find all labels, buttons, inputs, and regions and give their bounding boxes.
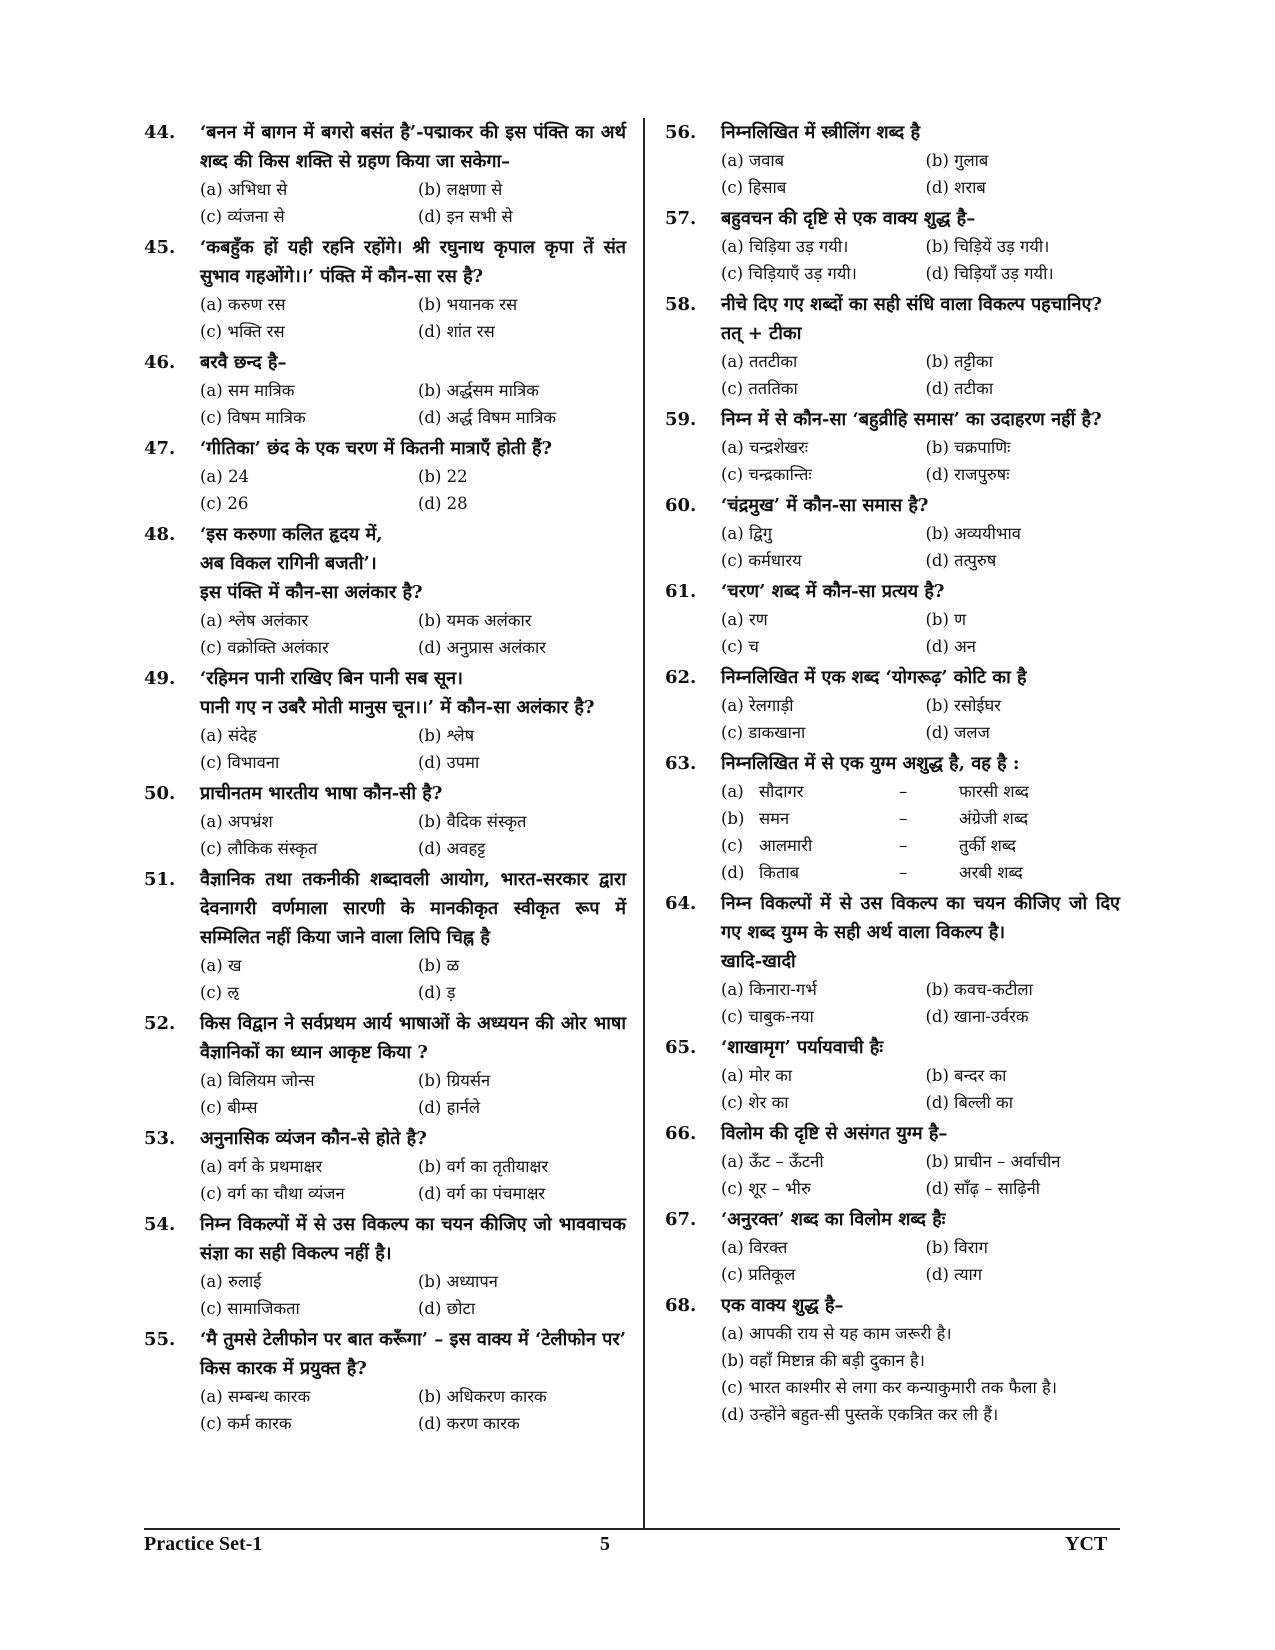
question-line: इस पंक्ति में कौन-सा अलंकार है? (200, 582, 423, 603)
option: (c) चिड़ियाएँ उड़ गयी। (721, 264, 857, 283)
question-number: 46. (144, 352, 176, 373)
question-text (721, 405, 1120, 434)
question-item (665, 1119, 1120, 1202)
option: (c) चन्द्रकान्तिः (721, 465, 812, 484)
footer-set-label: Practice Set-1 (144, 1533, 263, 1555)
option: (d) ड़ (418, 983, 456, 1002)
option: (d) तटीका (925, 379, 994, 398)
options-list (721, 1320, 1120, 1428)
question-text (200, 1210, 626, 1268)
question-text (721, 491, 1120, 520)
option: (a) आपकी राय से यह काम जरूरी है। (721, 1324, 952, 1343)
option: (c) वर्ग का चौथा व्यंजन (200, 1184, 345, 1203)
options-grid (721, 1148, 1120, 1202)
option: (a) अभिधा से (200, 180, 288, 199)
pair-word: समन (759, 809, 790, 828)
question-line: एक वाक्य शुद्ध है– (721, 1295, 844, 1316)
question-line: ‘इस करुणा कलित हृदय में, (200, 524, 383, 545)
right-column (665, 118, 1120, 1431)
option: (b) वैदिक संस्कृत (418, 812, 527, 831)
option: (d) इन सभी से (418, 207, 513, 226)
option: (c) वक्रोक्ति अलंकार (200, 638, 329, 657)
option: (b) 22 (418, 467, 468, 486)
question-text (200, 434, 626, 463)
question-line: प्राचीनतम भारतीय भाषा कौन-सी है? (200, 783, 443, 804)
option: (c) व्यंजना से (200, 207, 285, 226)
option: (a) 24 (200, 467, 249, 486)
question-number: 58. (665, 294, 697, 315)
question-number: 68. (665, 1295, 697, 1316)
question-text (721, 889, 1120, 976)
question-line: ‘गीतिका’ छंद के एक चरण में कितनी मात्राएँ होती हैं? (200, 438, 553, 459)
question-line: निम्नलिखित में एक शब्द ‘योगरूढ़’ कोटि का है (721, 667, 1027, 688)
option: (d) उपमा (418, 753, 480, 772)
option: (d) अर्द्ध विषम मात्रिक (418, 408, 557, 427)
question-text (200, 1009, 626, 1067)
options-grid (721, 692, 1120, 746)
question-text (721, 1033, 1120, 1062)
option: (d) चिड़ियाँ उड़ गयी। (925, 264, 1054, 283)
footer-publisher: YCT (1065, 1533, 1108, 1555)
option: (d) हार्नले (418, 1098, 481, 1117)
question-item (144, 348, 626, 431)
pair-dash: – (899, 863, 908, 882)
option: (a) अपभ्रंश (200, 812, 273, 831)
question-item (665, 204, 1120, 287)
question-item (144, 865, 626, 1006)
option: (a) चन्द्रशेखरः (721, 438, 809, 457)
option: (d) करण कारक (418, 1414, 520, 1433)
question-number: 47. (144, 438, 176, 459)
question-line: किस विद्वान ने सर्वप्रथम आर्य भाषाओं के अध्ययन की ओर भाषा वैज्ञानिकों का ध्यान आकृष्ट किया ? (200, 1013, 626, 1063)
option: (d) अन (925, 637, 976, 656)
question-number: 55. (144, 1329, 176, 1350)
question-number: 50. (144, 783, 176, 804)
question-text (721, 1205, 1120, 1234)
question-line: पानी गए न उबरै मोती मानुस चून।।’ में कौन-सा अलंकार है? (200, 697, 595, 718)
pair-row (721, 832, 1120, 859)
question-line: खादि-खादी (721, 951, 796, 972)
option: (b) ण (925, 610, 967, 629)
question-number: 60. (665, 495, 697, 516)
option: (a) ततटीका (721, 352, 798, 371)
question-line: ‘चंद्रमुख’ में कौन-सा समास है? (721, 495, 929, 516)
question-item (144, 233, 626, 345)
pair-origin: तुर्की शब्द (959, 836, 1017, 855)
option: (b) लक्षणा से (418, 180, 503, 199)
question-item (665, 405, 1120, 488)
question-line: निम्नलिखित में स्त्रीलिंग शब्द है (721, 122, 920, 143)
question-item (144, 118, 626, 230)
option: (c) हिसाब (721, 178, 787, 197)
pair-dash: – (899, 809, 908, 828)
option: (c) बीम्स (200, 1098, 258, 1117)
option: (b) अधिकरण कारक (418, 1387, 547, 1406)
pair-label: (d) (721, 863, 745, 882)
option: (d) साँढ़ – साढ़िनी (925, 1179, 1041, 1198)
question-number: 66. (665, 1123, 697, 1144)
options-grid (721, 1062, 1120, 1116)
option: (c) विभावना (200, 753, 280, 772)
option: (b) अध्यापन (418, 1272, 498, 1291)
question-number: 53. (144, 1128, 176, 1149)
question-item (144, 1325, 626, 1437)
question-number: 63. (665, 753, 697, 774)
question-number: 51. (144, 869, 176, 890)
options-grid (721, 348, 1120, 402)
option: (a) द्विगु (721, 524, 773, 543)
option: (b) ळ (418, 956, 460, 975)
pair-word: आलमारी (759, 836, 813, 855)
question-text (200, 348, 626, 377)
option: (a) ऊँट – ऊँटनी (721, 1152, 824, 1171)
option: (d) जलज (925, 723, 990, 742)
option: (a) मोर का (721, 1066, 793, 1085)
question-line: निम्न में से कौन-सा ‘बहुव्रीहि समास’ का उदाहरण नहीं है? (721, 409, 1102, 430)
option: (b) श्लेष (418, 726, 475, 745)
options-grid (200, 377, 626, 431)
pair-origin: अरबी शब्द (959, 863, 1023, 882)
pair-word: सौदागर (759, 782, 804, 801)
option: (a) रण (721, 610, 768, 629)
options-grid (200, 952, 626, 1006)
question-item (144, 1210, 626, 1322)
option: (a) संदेह (200, 726, 257, 745)
pair-dash: – (899, 836, 908, 855)
options-grid (200, 1383, 626, 1437)
option: (c) 26 (200, 494, 249, 513)
option: (a) करुण रस (200, 295, 286, 314)
question-text (200, 233, 626, 291)
options-grid (721, 233, 1120, 287)
options-grid (200, 1268, 626, 1322)
question-line: बरवै छन्द है– (200, 352, 287, 373)
option: (c) तततिका (721, 379, 798, 398)
question-line: ‘रहिमन पानी राखिए बिन पानी सब सून। (200, 668, 463, 689)
question-item (665, 749, 1120, 886)
option: (d) शराब (925, 178, 986, 197)
question-line: ‘कबहुँक हों यही रहनि रहोंगे। श्री रघुनाथ कृपाल कृपा तें संत सुभाव गहओंगे।।’ पंक्ति में कौन-सा रस है? (200, 237, 626, 287)
question-line: ‘शाखामृग’ पर्यायवाची हैः (721, 1037, 883, 1058)
option: (d) बिल्ली का (925, 1093, 1013, 1112)
question-line: विलोम की दृष्टि से असंगत युग्म है– (721, 1123, 948, 1144)
question-item (665, 118, 1120, 201)
option: (b) अर्द्धसम मात्रिक (418, 381, 539, 400)
option: (d) खाना-उर्वरक (925, 1007, 1029, 1026)
question-number: 61. (665, 581, 697, 602)
option: (b) तट्टीका (925, 352, 993, 371)
option: (d) अवहट्ट (418, 839, 486, 858)
question-text (200, 865, 626, 952)
question-line: ‘चरण’ शब्द में कौन-सा प्रत्यय है? (721, 581, 945, 602)
option: (a) सम्बन्ध कारक (200, 1387, 311, 1406)
question-line: निम्न विकल्पों में से उस विकल्प का चयन कीजिए जो दिए गए शब्द युग्म के सही अर्थ वाला विकल्प है। (721, 893, 1120, 943)
options-grid (200, 722, 626, 776)
question-number: 52. (144, 1013, 176, 1034)
options-grid (721, 976, 1120, 1030)
question-item (665, 290, 1120, 402)
left-column (144, 118, 626, 1440)
question-text (721, 1119, 1120, 1148)
option: (d) 28 (418, 494, 468, 513)
question-text (200, 520, 626, 607)
pair-word: किताब (759, 863, 800, 882)
question-text (200, 779, 626, 808)
option: (d) राजपुरुषः (925, 465, 1010, 484)
option: (c) कर्म कारक (200, 1414, 292, 1433)
options-grid (200, 1153, 626, 1207)
pair-list (721, 778, 1120, 886)
option: (c) चाबुक-नया (721, 1007, 814, 1026)
question-line: वैज्ञानिक तथा तकनीकी शब्दावली आयोग, भारत-सरकार द्वारा देवनागरी वर्णमाला सारणी के मानकीकृत स्वीकृत रूप में सम्मिलित नहीं किया जाने वाला लिपि चिह्न है (200, 869, 626, 948)
option: (c) भारत काश्मीर से लगा कर कन्याकुमारी तक फैला है। (721, 1378, 1058, 1397)
option: (c) शेर का (721, 1093, 789, 1112)
question-text (721, 1291, 1120, 1320)
options-grid (200, 176, 626, 230)
option: (d) वर्ग का पंचमाक्षर (418, 1184, 546, 1203)
footer-rule (144, 1528, 1120, 1530)
question-line: ‘बनन में बागन में बगरो बसंत है’-पद्माकर की इस पंक्ति का अर्थ शब्द की किस शक्ति से ग्रहण किया जा सकेगा– (200, 122, 626, 172)
question-number: 48. (144, 524, 176, 545)
option: (a) सम मात्रिक (200, 381, 295, 400)
question-item (144, 1009, 626, 1121)
option: (c) कर्मधारय (721, 551, 802, 570)
option: (c) लौकिक संस्कृत (200, 839, 318, 858)
option: (b) अव्ययीभाव (925, 524, 1021, 543)
question-item (665, 889, 1120, 1030)
option: (a) वर्ग के प्रथमाक्षर (200, 1157, 323, 1176)
pair-label: (c) (721, 836, 744, 855)
question-number: 67. (665, 1209, 697, 1230)
question-text (721, 749, 1120, 778)
question-number: 64. (665, 893, 697, 914)
question-line: निम्न विकल्पों में से उस विकल्प का चयन कीजिए जो भाववाचक संज्ञा का सही विकल्प नहीं है। (200, 1214, 626, 1264)
pair-label: (b) (721, 809, 745, 828)
options-grid (721, 520, 1120, 574)
option: (b) यमक अलंकार (418, 611, 532, 630)
options-grid (721, 434, 1120, 488)
question-line: नीचे दिए गए शब्दों का सही संधि वाला विकल्प पहचानिए? (721, 294, 1102, 315)
options-grid (200, 607, 626, 661)
pair-label: (a) (721, 782, 744, 801)
question-number: 62. (665, 667, 697, 688)
question-text (721, 118, 1120, 147)
pair-row (721, 805, 1120, 832)
question-item (665, 577, 1120, 660)
question-text (721, 204, 1120, 233)
option: (b) गुलाब (925, 151, 989, 170)
question-item (665, 1291, 1120, 1428)
option: (d) उन्होंने बहुत-सी पुस्तकें एकत्रित कर ली हैं। (721, 1405, 999, 1424)
pair-row (721, 778, 1120, 805)
option: (b) चिड़ियें उड़ गयी। (925, 237, 1050, 256)
option: (a) श्लेष अलंकार (200, 611, 309, 630)
question-text (200, 664, 626, 722)
question-item (144, 1124, 626, 1207)
question-text (200, 1124, 626, 1153)
question-item (665, 1205, 1120, 1288)
option: (b) कवच-कटीला (925, 980, 1033, 999)
question-item (144, 520, 626, 661)
question-line: अनुनासिक व्यंजन कौन-से होते है? (200, 1128, 427, 1149)
option: (a) रुलाई (200, 1272, 262, 1291)
option: (d) तत्पुरुष (925, 551, 997, 570)
option: (b) वहाँ मिष्टान्न की बड़ी दुकान है। (721, 1351, 925, 1370)
question-line: निम्नलिखित में से एक युग्म अशुद्ध है, वह है : (721, 753, 1020, 774)
option: (a) किनारा-गर्भ (721, 980, 817, 999)
option: (c) सामाजिकता (200, 1299, 300, 1318)
option: (d) छोटा (418, 1299, 476, 1318)
question-item (665, 491, 1120, 574)
question-item (144, 779, 626, 862)
question-item (144, 434, 626, 517)
option: (d) त्याग (925, 1265, 983, 1284)
option: (c) विषम मात्रिक (200, 408, 306, 427)
option: (b) ग्रियर्सन (418, 1071, 491, 1090)
question-text (721, 290, 1120, 348)
option: (a) चिड़िया उड़ गयी। (721, 237, 849, 256)
question-item (665, 1033, 1120, 1116)
option: (b) भयानक रस (418, 295, 518, 314)
question-number: 45. (144, 237, 176, 258)
option: (b) बन्दर का (925, 1066, 1007, 1085)
options-grid (200, 463, 626, 517)
pair-origin: फारसी शब्द (959, 782, 1029, 801)
option: (c) भक्ति रस (200, 322, 285, 341)
option: (d) अनुप्रास अलंकार (418, 638, 546, 657)
column-divider (643, 118, 645, 1528)
option: (b) वर्ग का तृतीयाक्षर (418, 1157, 549, 1176)
question-text (200, 1325, 626, 1383)
question-line: तत् + टीका (721, 323, 802, 344)
question-text (200, 118, 626, 176)
options-grid (721, 606, 1120, 660)
option: (c) शूर – भीरु (721, 1179, 811, 1198)
option: (b) प्राचीन – अर्वाचीन (925, 1152, 1061, 1171)
question-line: ‘अनुरक्त’ शब्द का विलोम शब्द हैः (721, 1209, 946, 1230)
options-grid (721, 1234, 1120, 1288)
question-line: अब विकल रागिनी बजती’। (200, 553, 377, 574)
question-number: 54. (144, 1214, 176, 1235)
question-line: बहुवचन की दृष्टि से एक वाक्य शुद्ध है– (721, 208, 976, 229)
question-number: 49. (144, 668, 176, 689)
option: (b) विराग (925, 1238, 988, 1257)
question-number: 56. (665, 122, 697, 143)
option: (c) ऌ (200, 983, 239, 1002)
option: (b) रसोईघर (925, 696, 1001, 715)
option: (a) विलियम जोन्स (200, 1071, 315, 1090)
question-number: 65. (665, 1037, 697, 1058)
option: (c) च (721, 637, 759, 656)
options-grid (200, 1067, 626, 1121)
option: (c) प्रतिकूल (721, 1265, 796, 1284)
question-number: 57. (665, 208, 697, 229)
question-text (721, 663, 1120, 692)
options-grid (200, 808, 626, 862)
question-text (721, 577, 1120, 606)
question-line: ‘मै तुमसे टेलीफोन पर बात करूँगा’ – इस वाक्य में ‘टेलीफोन पर’ किस कारक में प्रयुक्त है? (200, 1329, 626, 1379)
options-grid (200, 291, 626, 345)
options-grid (721, 147, 1120, 201)
option: (a) विरक्त (721, 1238, 788, 1257)
option: (a) रेलगाड़ी (721, 696, 794, 715)
question-number: 59. (665, 409, 697, 430)
option: (c) डाकखाना (721, 723, 806, 742)
option: (b) चक्रपाणिः (925, 438, 1011, 457)
pair-row (721, 859, 1120, 886)
option: (a) जवाब (721, 151, 785, 170)
question-item (665, 663, 1120, 746)
option: (d) शांत रस (418, 322, 495, 341)
option: (a) ख (200, 956, 242, 975)
pair-dash: – (899, 782, 908, 801)
pair-origin: अंग्रेजी शब्द (959, 809, 1029, 828)
question-number: 44. (144, 122, 176, 143)
question-item (144, 664, 626, 776)
page-number: 5 (600, 1533, 610, 1555)
